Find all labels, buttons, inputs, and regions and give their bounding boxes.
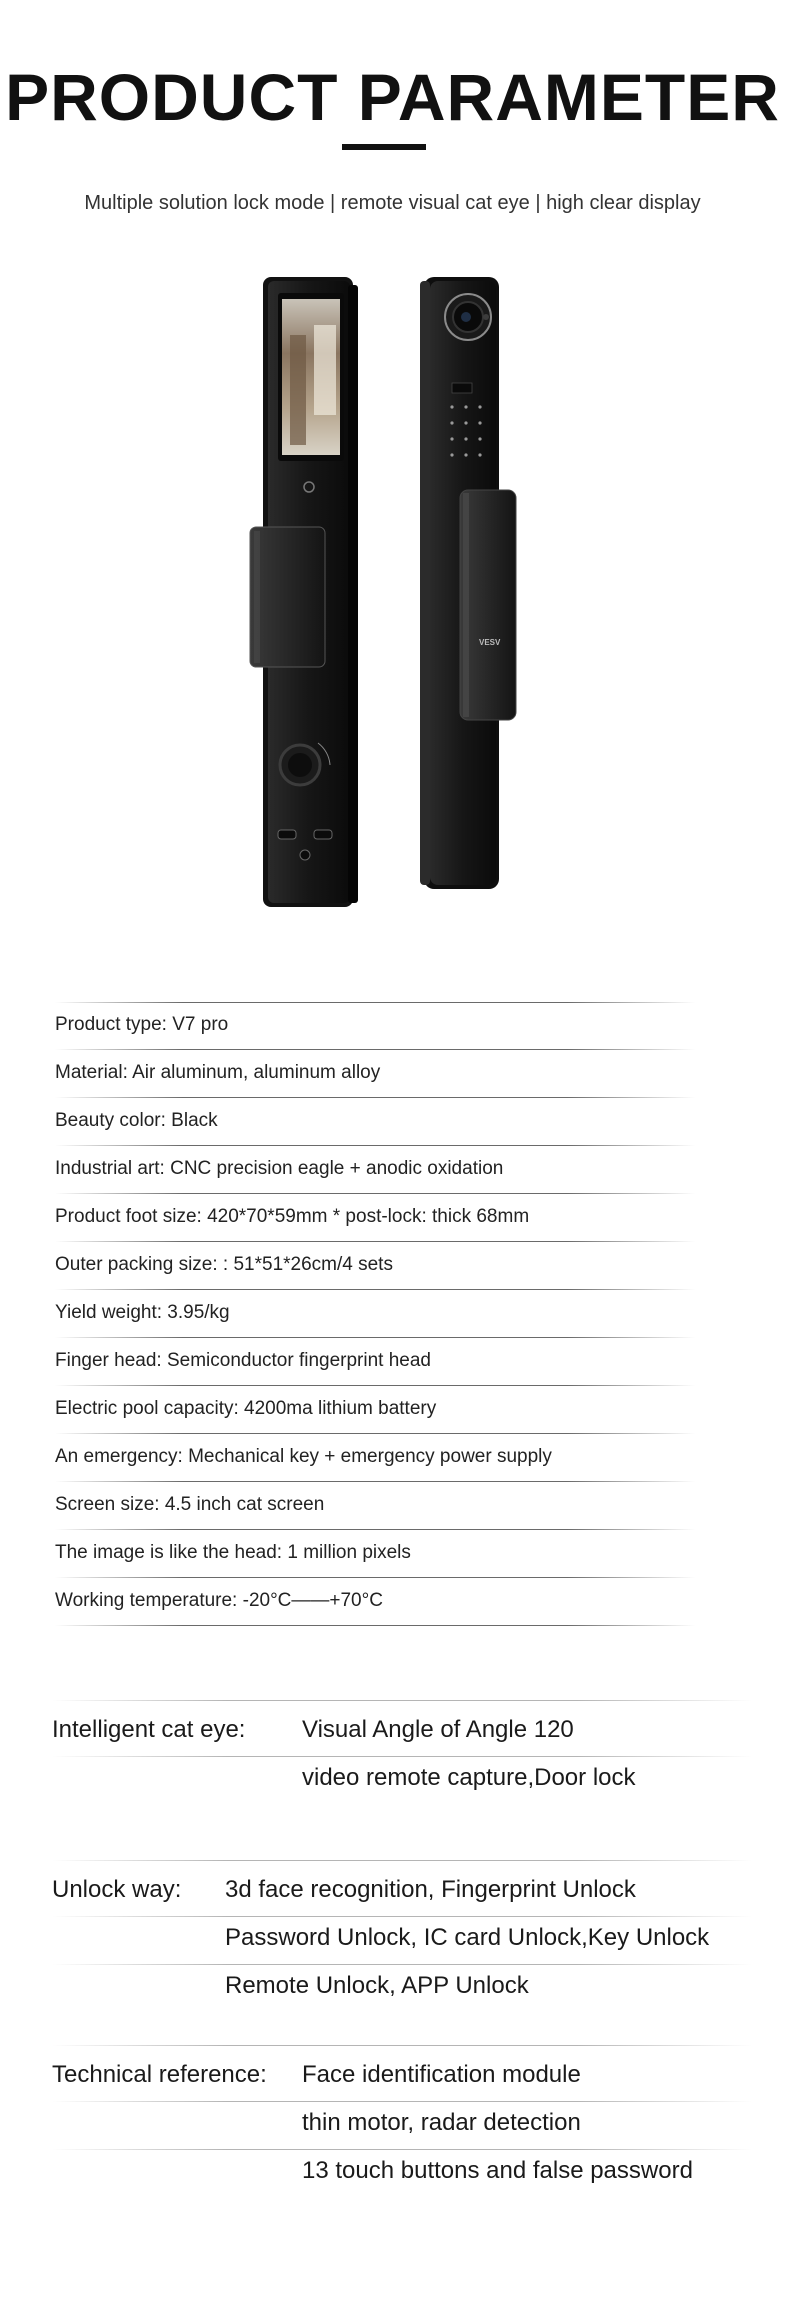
- feature-value: 13 touch buttons and false password: [302, 2157, 693, 2184]
- spec-row: [55, 1290, 695, 1338]
- spec-row: [55, 1002, 695, 1050]
- spec-row: [55, 1050, 695, 1098]
- spec-text: Yield weight: 3.95/kg: [55, 1302, 230, 1323]
- feature-value: video remote capture,Door lock: [302, 1764, 636, 1791]
- front-lock-view: [250, 277, 358, 907]
- feature-unlock-way: [52, 1860, 752, 2030]
- feature-value: thin motor, radar detection: [302, 2109, 581, 2136]
- spec-text: Product foot size: 420*70*59mm * post-lock: thick 68mm: [55, 1206, 530, 1227]
- feature-value: Visual Angle of Angle 120: [302, 1716, 574, 1743]
- feature-label: Intelligent cat eye:: [52, 1716, 246, 1743]
- feature-value: 3d face recognition, Fingerprint Unlock: [225, 1876, 636, 1903]
- spec-row: [55, 1482, 695, 1530]
- spec-text: Outer packing size: : 51*51*26cm/4 sets: [55, 1254, 393, 1275]
- spec-row: [55, 1242, 695, 1290]
- spec-row: [55, 1530, 695, 1578]
- feature-technical-reference: [52, 2045, 752, 2215]
- smart-lock-product-image: [230, 265, 590, 925]
- spec-text: The image is like the head: 1 million pixels: [55, 1542, 411, 1563]
- spec-row: [55, 1194, 695, 1242]
- spec-row: [55, 1578, 695, 1626]
- feature-value: Password Unlock, IC card Unlock,Key Unlock: [225, 1924, 710, 1951]
- spec-text: Electric pool capacity: 4200ma lithium battery: [55, 1398, 437, 1419]
- spec-text: Material: Air aluminum, aluminum alloy: [55, 1062, 381, 1083]
- spec-list: [55, 1002, 695, 1626]
- feature-label: Unlock way:: [52, 1876, 182, 1903]
- brand-logo: VESV: [479, 638, 501, 647]
- spec-text: Product type: V7 pro: [55, 1014, 229, 1035]
- spec-row: [55, 1434, 695, 1482]
- spec-text: An emergency: Mechanical key + emergency power supply: [55, 1446, 552, 1467]
- side-lock-view: [420, 277, 516, 889]
- page-title: PRODUCT PARAMETER: [5, 60, 780, 134]
- spec-text: Working temperature: -20°C——+70°C: [55, 1590, 383, 1611]
- spec-text: Finger head: Semiconductor fingerprint head: [55, 1350, 432, 1371]
- feature-cat-eye: [52, 1700, 752, 1820]
- spec-text: Screen size: 4.5 inch cat screen: [55, 1494, 325, 1515]
- spec-text: Beauty color: Black: [55, 1110, 218, 1131]
- spec-row: [55, 1146, 695, 1194]
- spec-text: Industrial art: CNC precision eagle + anodic oxidation: [55, 1158, 504, 1179]
- subtitle: Multiple solution lock mode | remote visual cat eye | high clear display: [84, 192, 701, 214]
- spec-row: [55, 1338, 695, 1386]
- feature-value: Remote Unlock, APP Unlock: [225, 1972, 529, 1999]
- feature-label: Technical reference:: [52, 2061, 267, 2088]
- title-underline: [342, 144, 426, 150]
- spec-row: [55, 1098, 695, 1146]
- spec-row: [55, 1386, 695, 1434]
- feature-value: Face identification module: [302, 2061, 581, 2088]
